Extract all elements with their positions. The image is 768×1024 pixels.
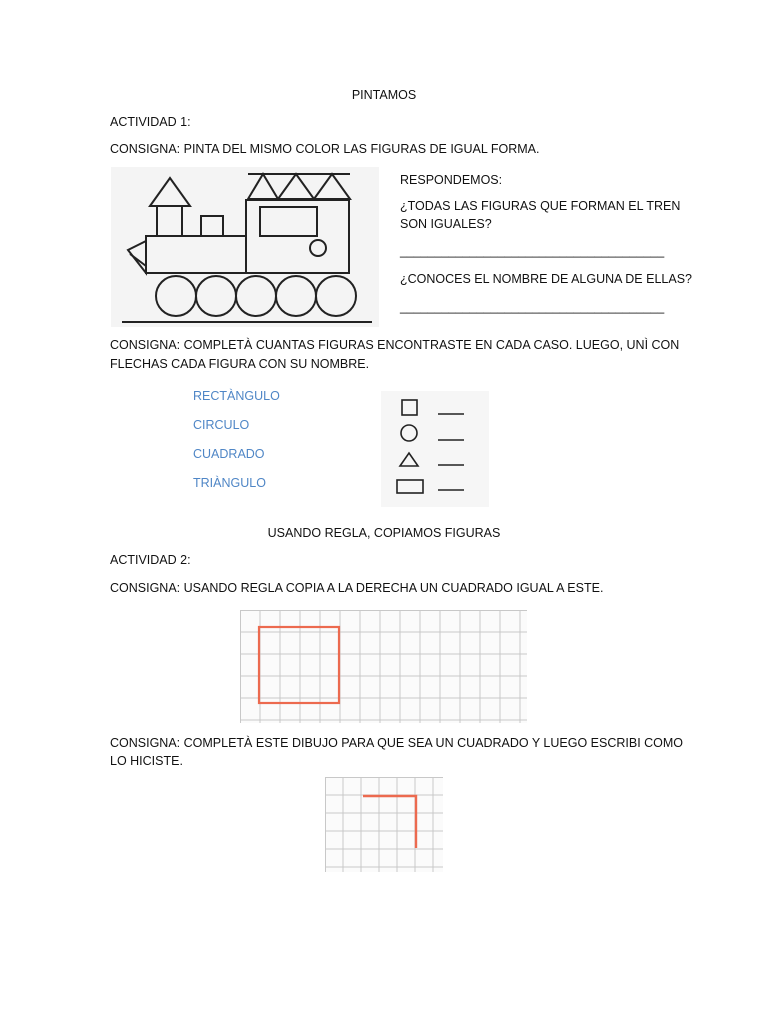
answer-line-2[interactable]: ______________________________________ xyxy=(400,300,665,314)
activity2-instruction: CONSIGNA: USANDO REGLA COPIA A LA DERECHA UN CUADRADO IGUAL A ESTE. xyxy=(110,581,604,595)
question-1-line-2: SON IGUALES? xyxy=(400,217,492,231)
section-2-title: USANDO REGLA, COPIAMOS FIGURAS xyxy=(267,526,501,540)
question-2: ¿CONOCES EL NOMBRE DE ALGUNA DE ELLAS? xyxy=(400,272,692,286)
activity2-instruction-2-line-2: LO HICISTE. xyxy=(110,754,183,768)
activity1-instruction-2-line-2: FLECHAS CADA FIGURA CON SU NOMBRE. xyxy=(110,357,370,371)
question-1-line-1: ¿TODAS LAS FIGURAS QUE FORMAN EL TREN xyxy=(400,199,681,213)
shape-name-circle: CIRCULO xyxy=(193,418,250,432)
page-title: PINTAMOS xyxy=(351,88,417,102)
shape-name-square: CUADRADO xyxy=(193,447,265,461)
activity1-instruction-2-line-1: CONSIGNA: COMPLETÀ CUANTAS FIGURAS ENCONTRASTE EN CADA CASO. LUEGO, UNÌ CON xyxy=(110,338,680,352)
shape-count-column xyxy=(380,390,490,508)
activity1-instruction: CONSIGNA: PINTA DEL MISMO COLOR LAS FIGURAS DE IGUAL FORMA. xyxy=(110,142,540,156)
shape-name-rectangle: RECTÀNGULO xyxy=(193,389,280,403)
activity2-heading: ACTIVIDAD 2: xyxy=(110,553,191,567)
copy-square-grid[interactable] xyxy=(240,610,527,723)
activity1-heading: ACTIVIDAD 1: xyxy=(110,115,191,129)
activity2-instruction-2-line-1: CONSIGNA: COMPLETÀ ESTE DIBUJO PARA QUE SEA UN CUADRADO Y LUEGO ESCRIBI COMO xyxy=(110,736,684,750)
train-drawing xyxy=(110,166,380,328)
complete-square-grid[interactable] xyxy=(325,777,443,872)
answer-line-1[interactable]: ______________________________________ xyxy=(400,244,665,258)
shape-name-triangle: TRIÀNGULO xyxy=(193,476,266,490)
respond-heading: RESPONDEMOS: xyxy=(400,173,503,187)
